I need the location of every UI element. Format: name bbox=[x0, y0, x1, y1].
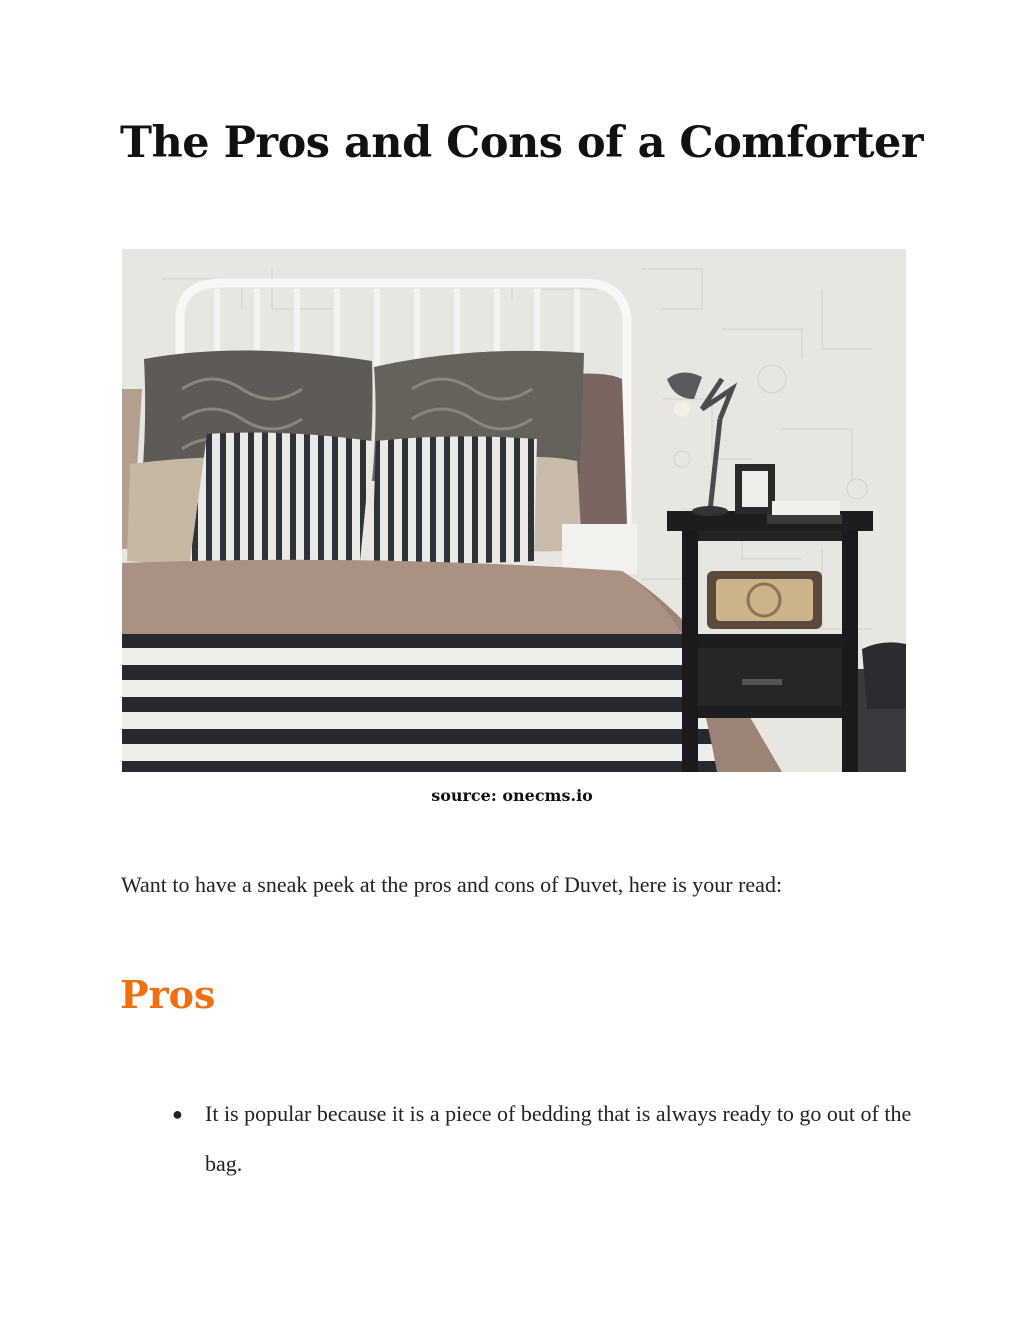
intro-paragraph: Want to have a sneak peek at the pros and cons of Duvet, here is your read: bbox=[121, 872, 783, 897]
bullet-icon: ● bbox=[172, 1104, 183, 1124]
page-title: The Pros and Cons of a Comforter bbox=[120, 118, 924, 168]
list-item-text: It is popular because it is a piece of bedding that is always ready to go out of the bag. bbox=[205, 1101, 912, 1176]
section-heading-pros: Pros bbox=[120, 972, 216, 1017]
bedroom-photo bbox=[122, 249, 906, 772]
list-item bbox=[160, 1089, 920, 1189]
image-caption: source: onecms.io bbox=[431, 786, 593, 805]
pros-list bbox=[160, 1089, 920, 1189]
